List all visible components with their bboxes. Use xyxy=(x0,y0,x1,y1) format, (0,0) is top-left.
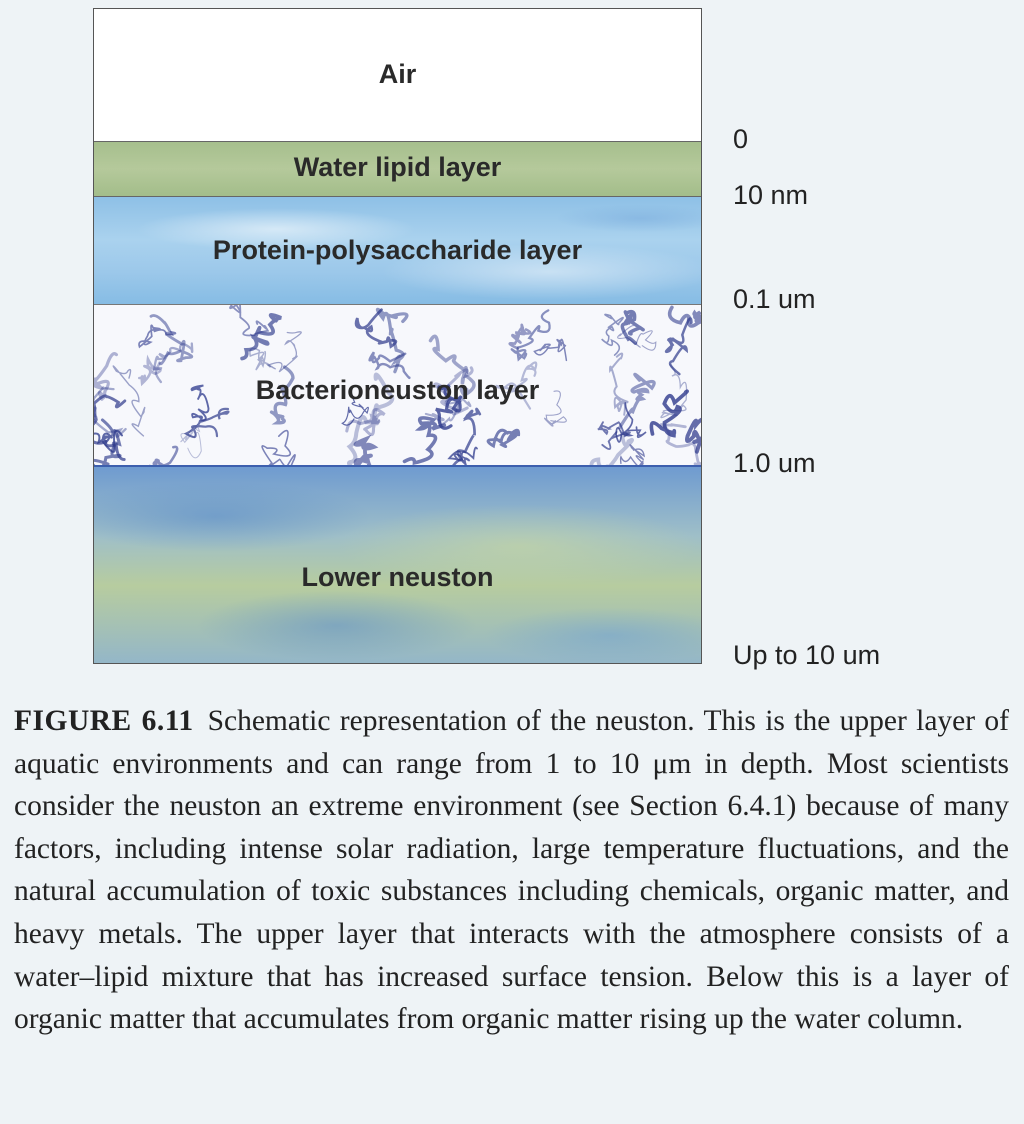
water-lipid-layer xyxy=(94,142,701,197)
figure-caption xyxy=(14,700,1009,1041)
bacterioneuston-layer-label: Bacterioneuston layer xyxy=(255,375,540,405)
neuston-diagram xyxy=(93,8,702,664)
lower-neuston-layer xyxy=(94,465,701,664)
protein-polysaccharide-layer xyxy=(94,197,701,305)
bacteria-strand xyxy=(181,424,202,457)
lower-neuston-layer-label: Lower neuston xyxy=(301,562,494,592)
water-lipid-layer-label: Water lipid layer xyxy=(293,152,502,182)
air-layer-label: Air xyxy=(378,59,417,89)
depth-label-10nm: 10 nm xyxy=(733,180,809,210)
bacteria-strand xyxy=(230,305,268,335)
bacteria-strand xyxy=(356,439,380,465)
depth-label-0: 0 xyxy=(733,124,749,154)
air-layer xyxy=(94,9,701,142)
bacteria-strand xyxy=(622,312,643,344)
bacterioneuston-layer xyxy=(94,305,701,465)
figure-number: FIGURE 6.11 xyxy=(14,705,194,737)
bacteria-strand xyxy=(250,348,271,369)
bacteria-strand xyxy=(534,339,566,360)
depth-label-0-1um: 0.1 um xyxy=(733,284,816,314)
bacteria-strand xyxy=(488,430,519,446)
bacteria-strand xyxy=(666,318,691,374)
depth-label-up-to-10um: Up to 10 um xyxy=(733,640,881,670)
protein-polysaccharide-layer-label: Protein-polysaccharide layer xyxy=(212,235,583,265)
depth-label-1-0um: 1.0 um xyxy=(733,448,816,478)
caption-text: Schematic representation of the neuston. This is the upper layer of aquatic environments and can range from 1 to 10 μm in depth. Most scientists consider the neuston an extreme environment (see Section 6.4.1) because of many factors, including intense solar radiation, large temperature fluctuations, and the natural accumulation of toxic substances including chemicals, organic matter, and heavy metals. The upper layer that interacts with the atmosphere consists of a water–lipid mixture that has increased surface tension. Below this is a layer of organic matter that accumulates from organic matter rising up the water column. xyxy=(14,705,1010,1036)
bacteria-strand xyxy=(262,431,295,465)
bacteria-strand xyxy=(139,447,178,465)
bacteria-strand xyxy=(405,418,445,463)
